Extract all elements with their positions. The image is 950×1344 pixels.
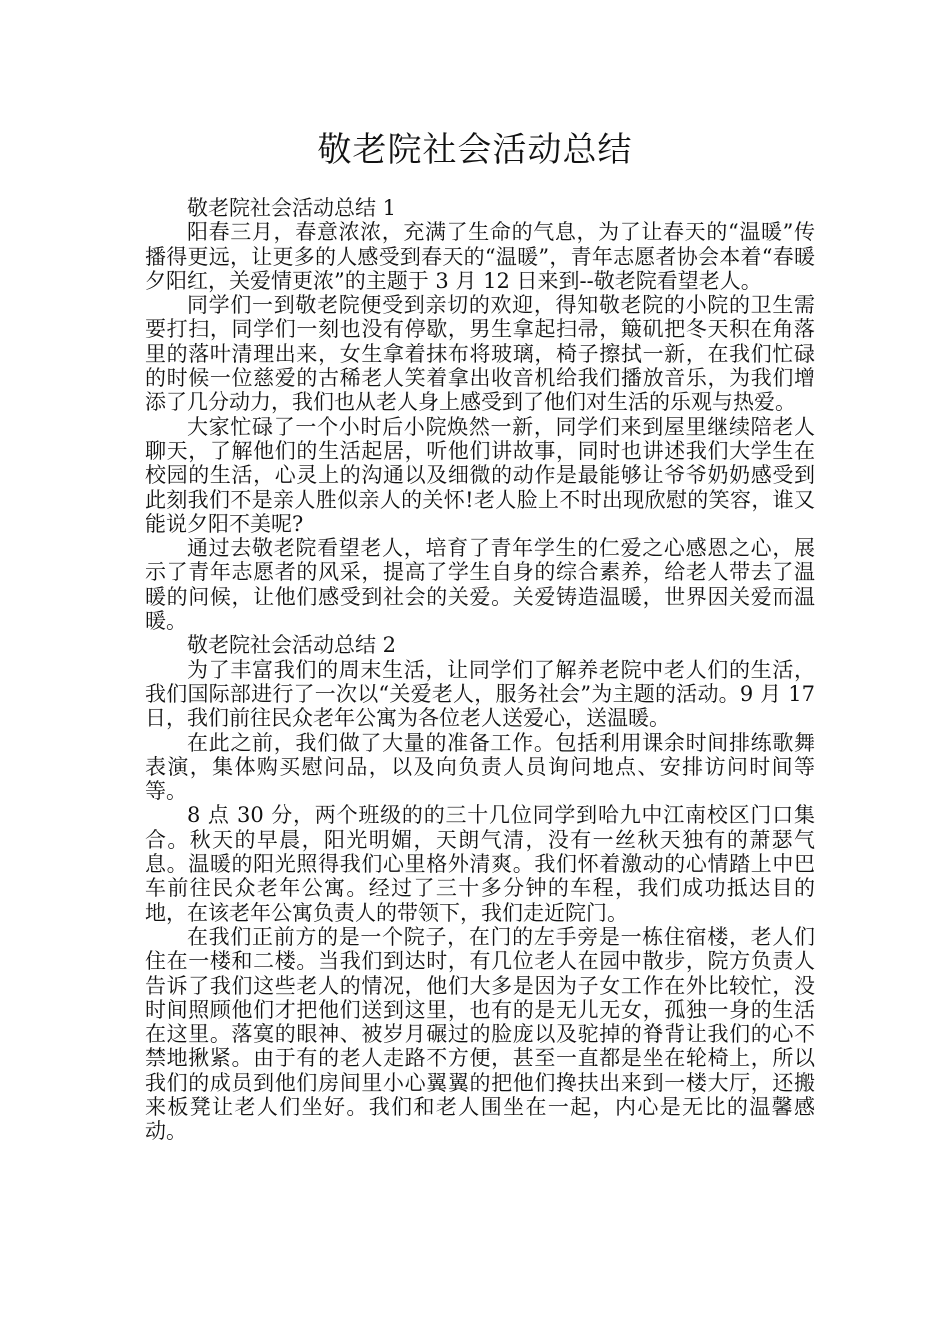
body-paragraph: 大家忙碌了一个小时后小院焕然一新，同学们来到屋里继续陪老人聊天，了解他们的生活起居，听他们讲故事，同时也讲述我们大学生在校园的生活，心灵上的沟通以及细微的动作是最能够让爷爷奶奶感受到此刻我们不是亲人胜似亲人的关怀!老人脸上不时出现欣慰的笑容，谁又能说夕阳不美呢? xyxy=(145,414,815,536)
body-paragraph: 同学们一到敬老院便受到亲切的欢迎，得知敬老院的小院的卫生需要打扫，同学们一刻也没有停歇，男生拿起扫帚，簸矶把冬天积在角落里的落叶清理出来，女生拿着抹布将玻璃，椅子擦拭一新，在我们忙碌的时候一位慈爱的古稀老人笑着拿出收音机给我们播放音乐，为我们增添了几分动力，我们也从老人身上感受到了他们对生活的乐观与热爱。 xyxy=(145,293,815,415)
body-paragraph: 通过去敬老院看望老人，培育了青年学生的仁爱之心感恩之心，展示了青年志愿者的风采，提高了学生自身的综合素养，给老人带去了温暖的问候，让他们感受到社会的关爱。关爱铸造温暖，世界因关爱而温暖。 xyxy=(145,536,815,634)
body-paragraph: 为了丰富我们的周末生活，让同学们了解养老院中老人们的生活，我们国际部进行了一次以“关爱老人，服务社会”为主题的活动。9 月 17 日，我们前往民众老年公寓为各位老人送爱心，送温暖。 xyxy=(145,657,815,731)
section-heading-1: 敬老院社会活动总结 1 xyxy=(187,196,397,220)
body-paragraph: 阳春三月，春意浓浓，充满了生命的气息，为了让春天的“温暖”传播得更远，让更多的人感受到春天的“温暖”，青年志愿者协会本着“春暖夕阳红，关爱情更浓”的主题于 3 月 12 日来到--敬老院看望老人。 xyxy=(145,220,815,293)
document-title: 敬老院社会活动总结 xyxy=(317,130,633,170)
document-body xyxy=(145,196,815,1144)
body-paragraph: 在此之前，我们做了大量的准备工作。包括利用课余时间排练歌舞表演，集体购买慰问品，以及向负责人员询问地点、安排访问时间等等。 xyxy=(145,730,815,804)
body-paragraph: 在我们正前方的是一个院子，在门的左手旁是一栋住宿楼，老人们住在一楼和二楼。当我们到达时，有几位老人在园中散步，院方负责人告诉了我们这些老人的情况，他们大多是因为子女工作在外比较忙，没时间照顾他们才把他们送到这里，也有的是无儿无女，孤独一身的生活在这里。落寞的眼神、被岁月碾过的脸庞以及驼掉的脊背让我们的心不禁地揪紧。由于有的老人走路不方便，甚至一直都是坐在轮椅上，所以我们的成员到他们房间里小心翼翼的把他们搀扶出来到一楼大厅，还搬来板凳让老人们坐好。我们和老人围坐在一起，内心是无比的温馨感动。 xyxy=(145,924,815,1144)
section-heading-2: 敬老院社会活动总结 2 xyxy=(187,633,397,658)
body-paragraph: 8 点 30 分，两个班级的的三十几位同学到哈九中江南校区门口集合。秋天的早晨，阳光明媚，天朗气清，没有一丝秋天独有的萧瑟气息。温暖的阳光照得我们心里格外清爽。我们怀着激动的心情踏上中巴车前往民众老年公寓。经过了三十多分钟的车程，我们成功抵达目的地，在该老年公寓负责人的带领下，我们走近院门。 xyxy=(145,803,815,925)
